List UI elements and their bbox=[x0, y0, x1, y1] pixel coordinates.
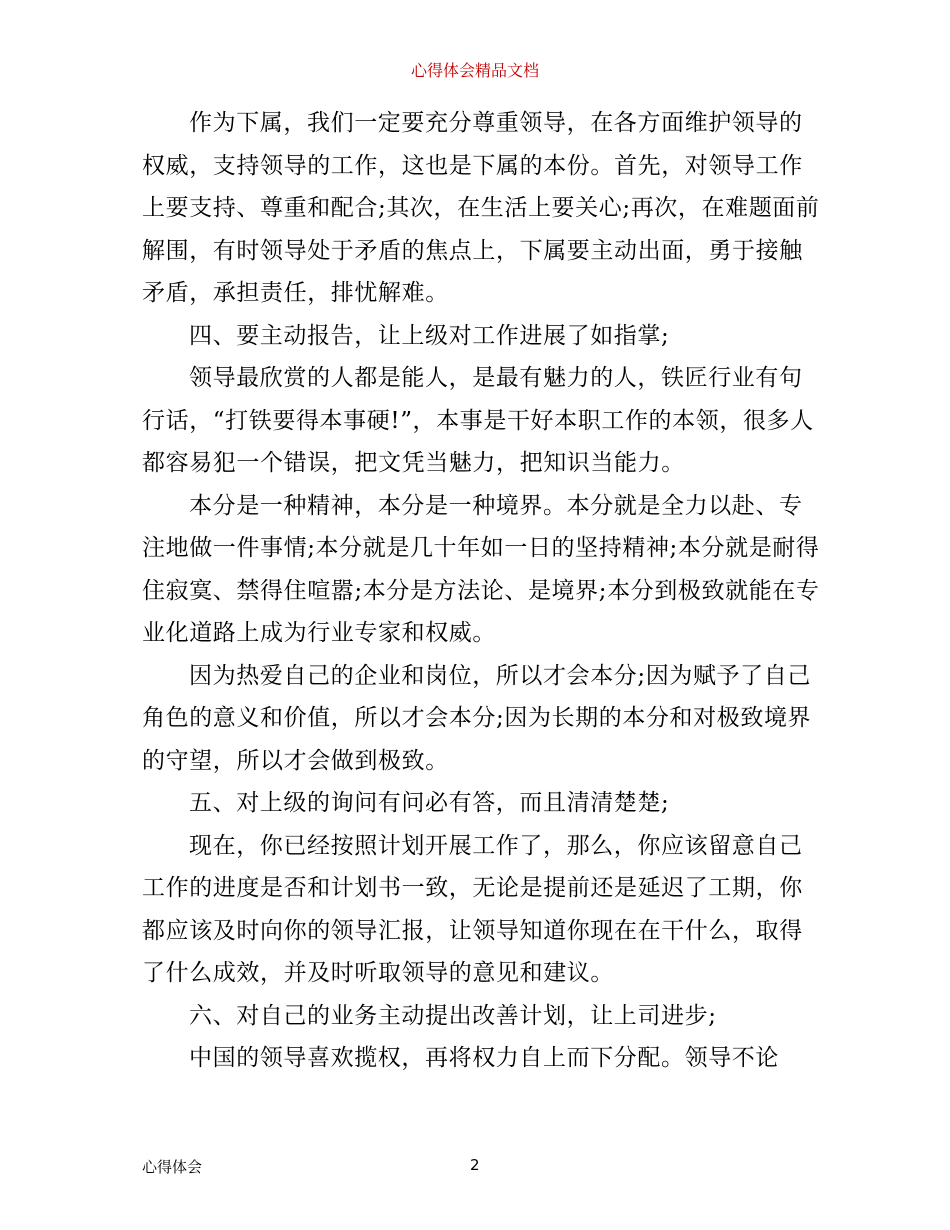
paragraph-2-heading: 四、要主动报告，让上级对工作进展了如指掌; bbox=[189, 322, 670, 349]
paragraph-8-heading: 六、对自己的业务主动提出改善计划，让上司进步; bbox=[189, 1002, 717, 1029]
paragraph-6-heading: 五、对上级的询问有问必有答，而且清清楚楚; bbox=[189, 790, 670, 816]
document-header-title: 心得体会精品文档 bbox=[410, 61, 539, 80]
document-body bbox=[142, 102, 822, 1080]
paragraph-5: 因为热爱自己的企业和岗位，所以才会本分;因为赋予了自己角色的意义和价值，所以才会本分;因为长期的本分和对极致境界的守望，所以才会做到极致。 bbox=[142, 662, 812, 774]
paragraph-7: 现在，你已经按照计划开展工作了，那么，你应该留意自己工作的进度是否和计划书一致，无论是提前还是延迟了工期，你都应该及时向你的领导汇报，让领导知道你现在在干什么，取得了什么成效，并及时听取领导的意见和建议。 bbox=[142, 832, 803, 986]
paragraph-1: 作为下属，我们一定要充分尊重领导，在各方面维护领导的权威，支持领导的工作，这也是下属的本份。首先，对领导工作上要支持、尊重和配合;其次，在生活上要关心;再次，在难题面前解围，有时领导处于矛盾的焦点上，下属要主动出面，勇于接触矛盾，承担责任，排忧解难。 bbox=[142, 110, 820, 306]
footer-label: 心得体会 bbox=[142, 1158, 203, 1176]
page-number: 2 bbox=[470, 1156, 480, 1174]
paragraph-4: 本分是一种精神，本分是一种境界。本分就是全力以赴、专注地做一件事情;本分就是几十年如一日的坚持精神;本分就是耐得住寂寞、禁得住喧嚣;本分是方法论、是境界;本分到极致就能在专业化道路上成为行业专家和权威。 bbox=[142, 492, 820, 646]
paragraph-9: 中国的领导喜欢揽权，再将权力自上而下分配。领导不论 bbox=[189, 1045, 779, 1071]
paragraph-3: 领导最欣赏的人都是能人，是最有魅力的人，铁匠行业有句行话，“打铁要得本事硬!”，本事是干好本职工作的本领，很多人都容易犯一个错误，把文凭当魅力，把知识当能力。 bbox=[142, 365, 814, 476]
